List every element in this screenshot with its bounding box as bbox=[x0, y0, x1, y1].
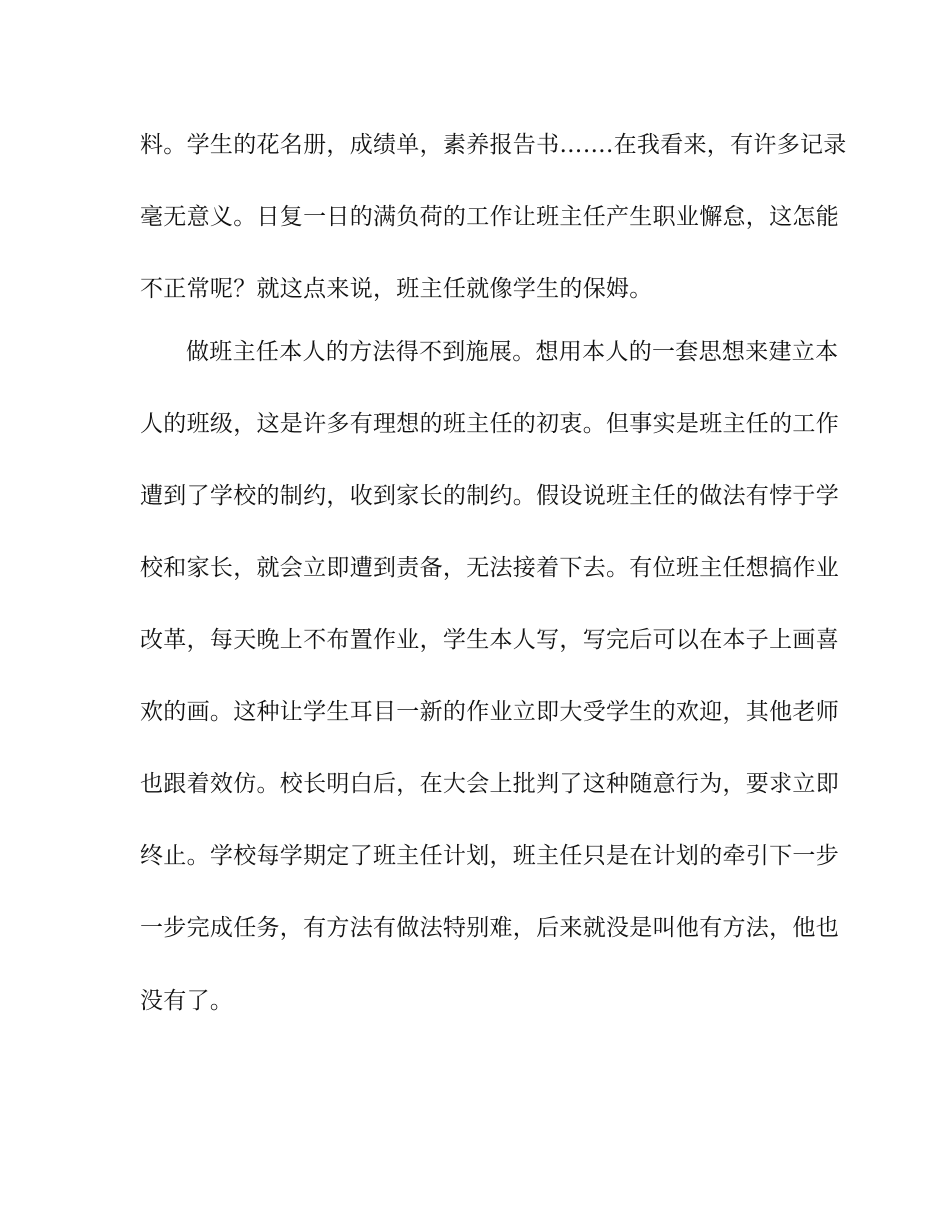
text-line: 一步完成任务，有方法有做法特别难，后来就没是叫他有方法，他也 bbox=[140, 915, 839, 941]
text-line: 毫无意义。日复一日的满负荷的工作让班主任产生职业懈怠，这怎能 bbox=[140, 204, 839, 230]
text-line: 终止。学校每学期定了班主任计划，班主任只是在计划的牵引下一步 bbox=[140, 843, 839, 869]
text-line: 没有了。 bbox=[140, 988, 234, 1014]
text-line: 人的班级，这是许多有理想的班主任的初衷。但事实是班主任的工作 bbox=[140, 411, 839, 437]
text-line: 校和家长，就会立即遭到责备，无法接着下去。有位班主任想搞作业 bbox=[140, 555, 839, 581]
text-line: 也跟着效仿。校长明白后，在大会上批判了这种随意行为，要求立即 bbox=[140, 771, 839, 797]
text-line: 改革，每天晚上不布置作业，学生本人写，写完后可以在本子上画喜 bbox=[140, 627, 839, 653]
text-line: 做班主任本人的方法得不到施展。想用本人的一套思想来建立本 bbox=[186, 339, 839, 365]
text-line: 欢的画。这种让学生耳目一新的作业立即大受学生的欢迎，其他老师 bbox=[140, 699, 839, 725]
text-line: 不正常呢？就这点来说，班主任就像学生的保姆。 bbox=[140, 276, 653, 302]
text-line: 遭到了学校的制约，收到家长的制约。假设说班主任的做法有悖于学 bbox=[140, 483, 839, 509]
text-line: 料。学生的花名册，成绩单，素养报告书…….在我看来，有许多记录 bbox=[140, 132, 847, 158]
